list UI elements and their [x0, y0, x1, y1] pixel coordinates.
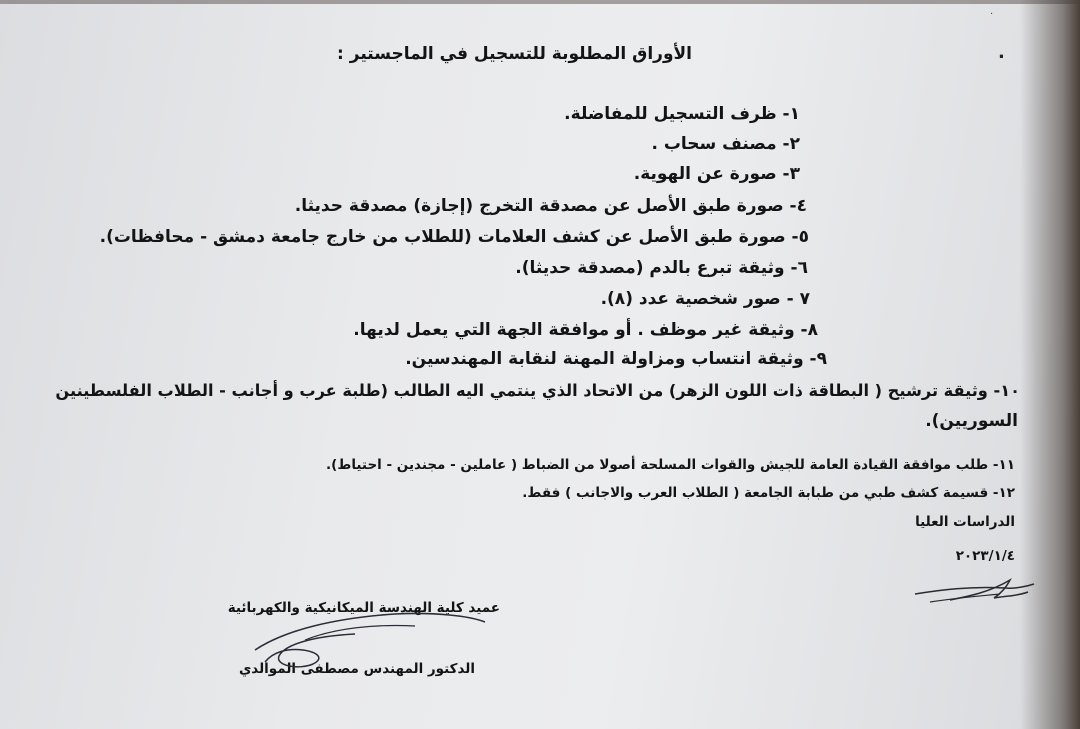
requirement-item-5: ٥- صورة طبق الأصل عن كشف العلامات (للطلاب من خارج جامعة دمشق - محافظات). [99, 227, 809, 247]
requirement-item-7: ٧ - صور شخصية عدد (٨). [600, 289, 810, 309]
requirement-item-10: ١٠- وثيقة ترشيح ( البطاقة ذات اللون الزهر) من الاتحاد الذي ينتمي اليه الطالب (طلبة عرب و أجانب - الطلاب الفلسطينين [55, 381, 1020, 400]
requirement-item-4: ٤- صورة طبق الأصل عن مصدقة التخرج (إجازة) مصدقة حديثا. [294, 196, 807, 216]
paper-dot: . [998, 42, 1005, 63]
signatory-name: الدكتور المهندس مصطفى الموالدي [238, 661, 475, 677]
requirement-item-8: ٨- وثيقة غير موظف . أو موافقة الجهة التي يعمل لديها. [353, 320, 818, 340]
requirement-item-11: ١١- طلب موافقة القيادة العامة للجيش والقوات المسلحة أصولا من الضباط ( عاملين - مجندين - احتياط). [326, 457, 1015, 473]
requirement-item-10-continued: السوريين). [925, 411, 1018, 431]
paper-mark: . [990, 6, 994, 17]
requirement-item-1: ١- ظرف التسجيل للمفاضلة. [564, 104, 800, 124]
requirement-item-3: ٣- صورة عن الهوية. [633, 164, 800, 184]
requirement-item-6: ٦- وثيقة تبرع بالدم (مصدقة حديثا). [515, 258, 808, 278]
department-label: الدراسات العليا [915, 514, 1015, 530]
dean-signature [245, 600, 505, 675]
requirement-item-2: ٢- مصنف سحاب . [651, 134, 800, 154]
signatory-title: عميد كلية الهندسة الميكانيكية والكهربائية [227, 600, 500, 616]
requirement-item-12: ١٢- قسيمة كشف طبي من طبابة الجامعة ( الطلاب العرب والاجانب ) فقط. [522, 485, 1015, 501]
document-title: الأوراق المطلوبة للتسجيل في الماجستير : [337, 44, 692, 64]
document-date: ٢٠٢٣/١/٤ [955, 548, 1015, 564]
requirement-item-9: ٩- وثيقة انتساب ومزاولة المهنة لنقابة المهندسين. [405, 349, 827, 369]
handwritten-initials [910, 572, 1040, 612]
